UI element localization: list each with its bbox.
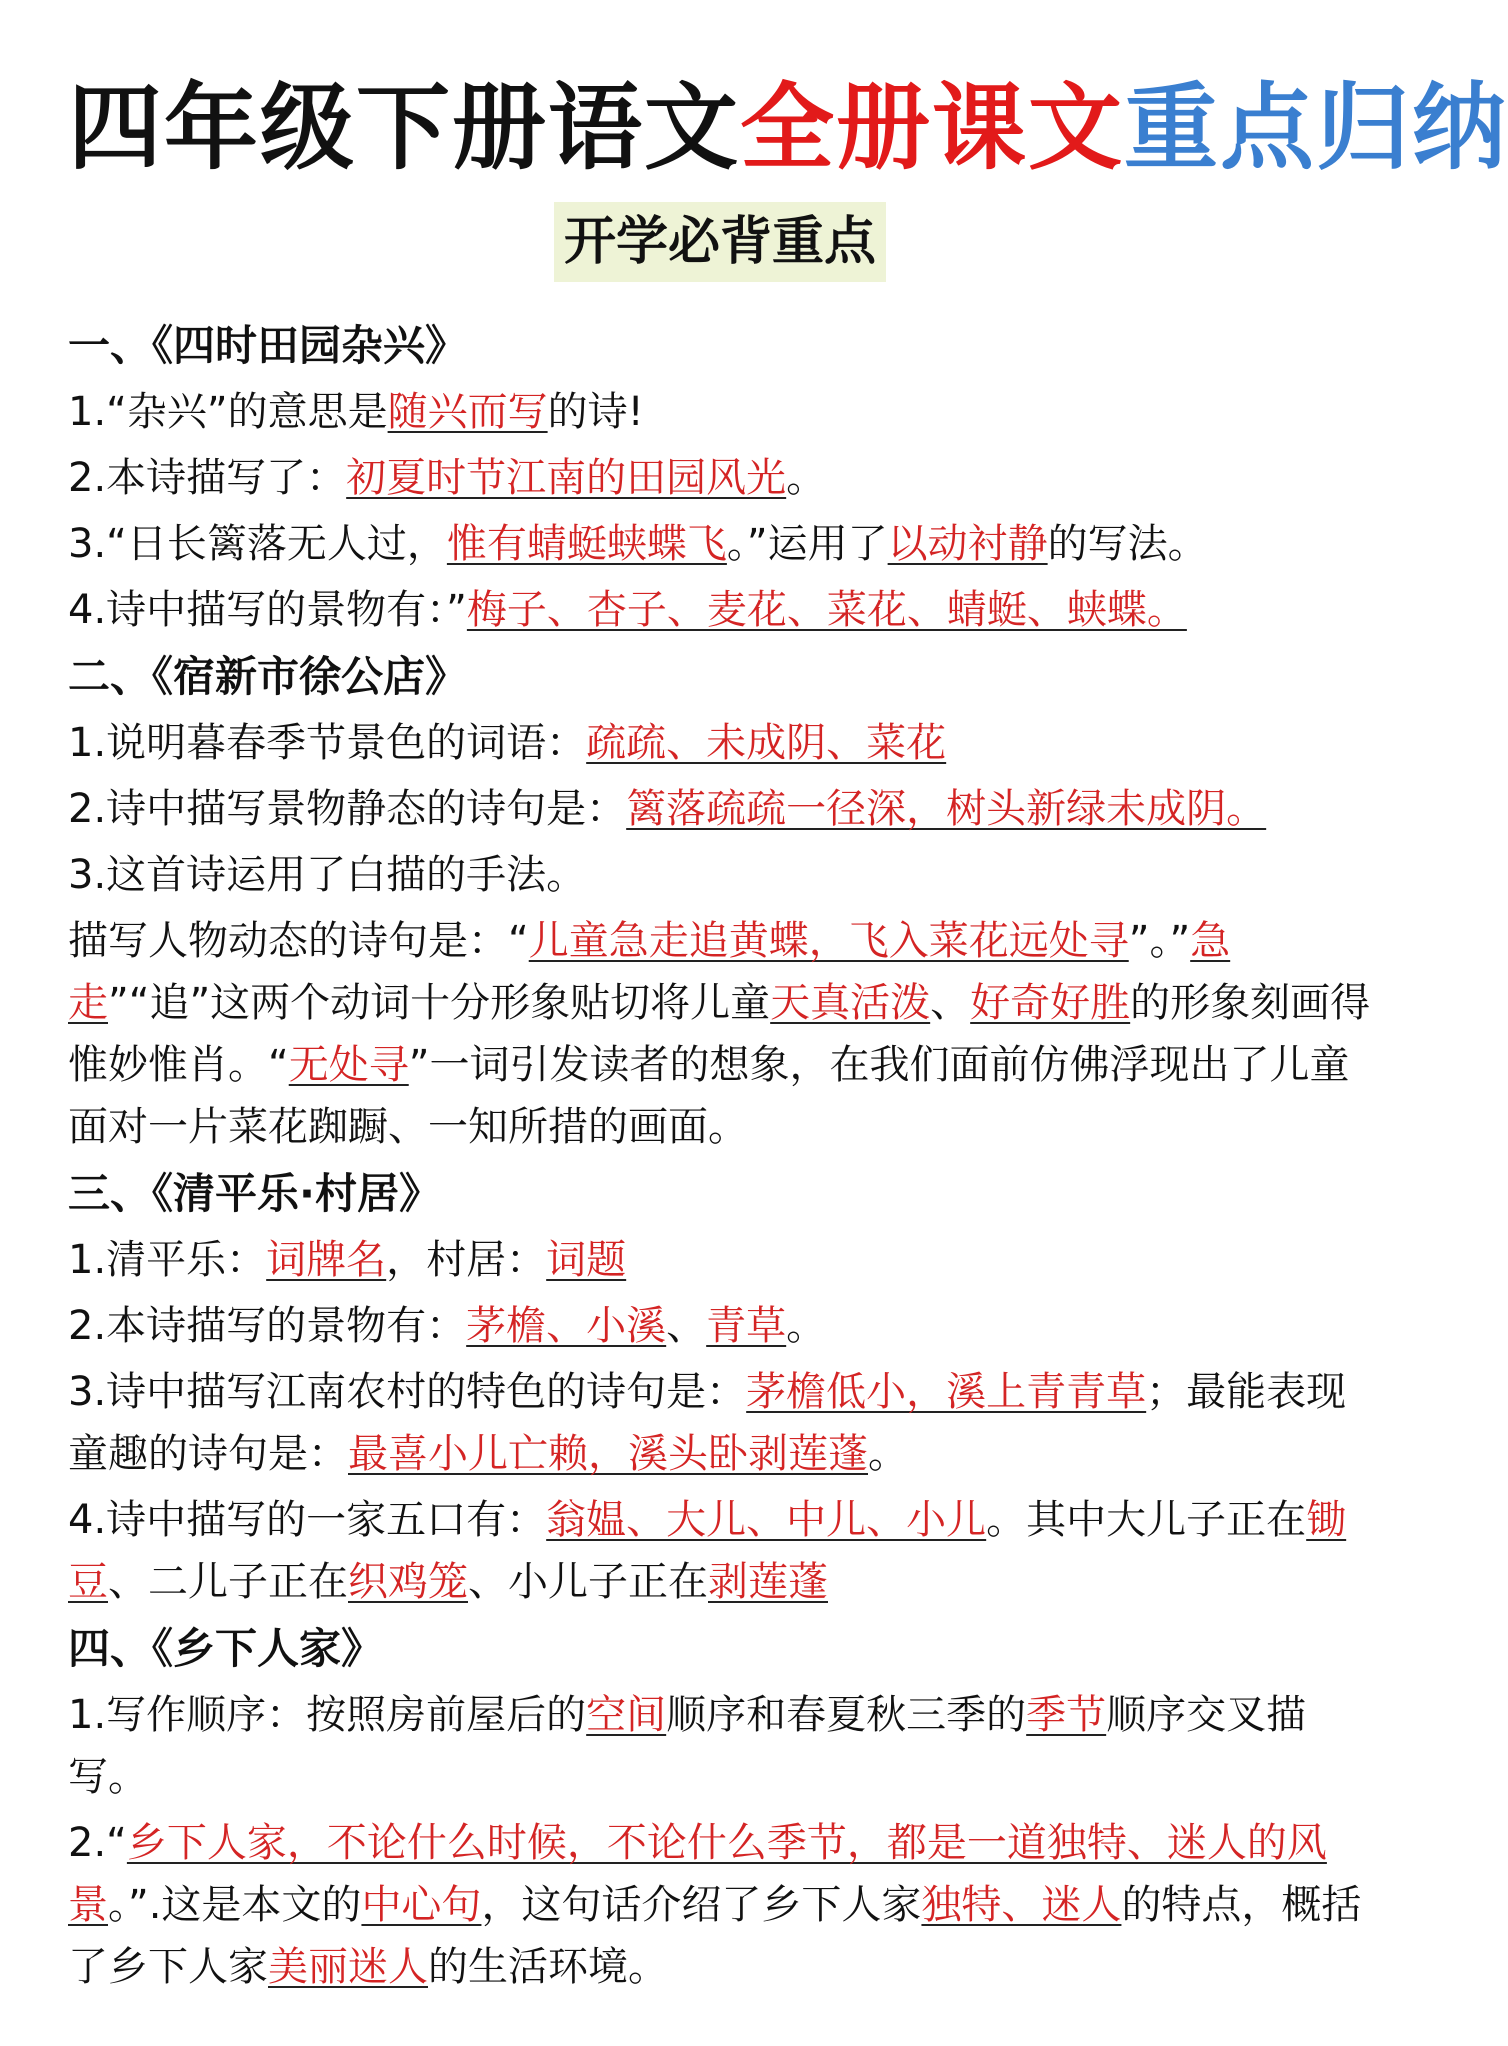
line-text: 。 — [786, 1303, 827, 1349]
highlighted-answer: 惟有蜻蜓蛱蝶飞 — [446, 521, 727, 567]
line-text: 。”运用了 — [726, 521, 888, 567]
section-line — [68, 1293, 1372, 1359]
section-title: 一、《四时田园杂兴》 — [68, 321, 468, 370]
highlighted-answer: 无处寻 — [288, 1042, 409, 1088]
line-text: 4.诗中描写的景物有：” — [68, 587, 467, 633]
line-text: 1.清平乐： — [68, 1237, 267, 1283]
highlighted-answer: 季节 — [1026, 1692, 1107, 1738]
section-line — [68, 776, 1372, 842]
highlighted-answer: 茅檐低小，溪上青青草 — [746, 1369, 1147, 1415]
line-text: 。”.这是本文的 — [108, 1882, 362, 1928]
line-text: 1.写作顺序：按照房前屋后的 — [68, 1692, 587, 1738]
line-text: ，村居： — [386, 1237, 547, 1283]
section-line — [68, 1682, 1372, 1810]
line-text: 的写法。 — [1047, 521, 1208, 567]
section-title: 二、《宿新市徐公店》 — [68, 652, 468, 701]
line-text: 1.“杂兴”的意思是 — [68, 389, 388, 435]
line-text: ”。” — [1128, 918, 1191, 964]
highlighted-answer: 篱落疏疏一径深，树头新绿未成阴。 — [626, 786, 1267, 832]
line-text: 3.“日长篱落无人过， — [68, 521, 447, 567]
title-part-3: 重点归纳 — [1124, 74, 1508, 183]
line-text: 2.诗中描写景物静态的诗句是： — [68, 786, 627, 832]
highlighted-answer: 词牌名 — [266, 1237, 387, 1283]
highlighted-answer: 翁媪、大儿、中儿、小儿 — [546, 1497, 987, 1543]
line-text: 、二儿子正在 — [108, 1559, 348, 1605]
line-text: 、 — [930, 980, 971, 1026]
highlighted-answer: 乡下人家，不论什么时候，不论什么季节，都是一道独特、迷人的风景 — [68, 1820, 1327, 1928]
section-line — [68, 1359, 1372, 1487]
line-text: 的形象刻画得惟妙惟肖。“ — [68, 980, 1371, 1088]
line-text: 3.这首诗运用了白描的手法。 — [68, 852, 587, 898]
line-text: 2.“ — [68, 1820, 127, 1866]
line-text: 顺序和春夏秋三季的 — [666, 1692, 1027, 1738]
highlighted-answer: 青草 — [706, 1303, 787, 1349]
highlighted-answer: 梅子、杏子、麦花、菜花、蜻蜓、蛱蝶。 — [466, 587, 1187, 633]
line-text: ”“追”这两个动词十分形象贴切将儿童 — [108, 980, 771, 1026]
line-text: 2.本诗描写了： — [68, 455, 347, 501]
section-line — [68, 379, 1372, 445]
line-text: 的特点，概括了乡下人家 — [68, 1882, 1362, 1990]
highlighted-answer: 随兴而写 — [387, 389, 548, 435]
line-text: 3.诗中描写江南农村的特色的诗句是： — [68, 1369, 747, 1415]
section-line — [68, 1810, 1372, 2000]
highlighted-answer: 剥莲蓬 — [708, 1559, 828, 1605]
line-text: 。 — [868, 1431, 908, 1477]
line-text: 。其中大儿子正在 — [986, 1497, 1307, 1543]
line-text: 、 — [666, 1303, 707, 1349]
highlighted-answer: 最喜小儿亡赖，溪头卧剥莲蓬 — [348, 1431, 868, 1477]
line-text: 的生活环境。 — [428, 1944, 668, 1990]
section-line — [68, 1227, 1372, 1293]
line-text: 4.诗中描写的一家五口有： — [68, 1497, 547, 1543]
section-line — [68, 710, 1372, 776]
line-text: ，这句话介绍了乡下人家 — [481, 1882, 922, 1928]
line-text: ；最能表现童趣的诗句是： — [68, 1369, 1347, 1477]
line-text: 的诗! — [547, 389, 644, 435]
line-text: 2.本诗描写的景物有： — [68, 1303, 467, 1349]
page-title — [68, 0, 1508, 183]
highlighted-answer: 美丽迷人 — [268, 1944, 428, 1990]
section-line — [68, 577, 1372, 643]
section-line — [68, 511, 1372, 577]
highlighted-answer: 独特、迷人 — [921, 1882, 1122, 1928]
section-title: 四、《乡下人家》 — [68, 1624, 384, 1673]
highlighted-answer: 急走 — [68, 918, 1231, 1026]
line-text: 1.说明暮春季节景色的词语： — [68, 720, 587, 766]
highlighted-answer: 空间 — [586, 1692, 667, 1738]
highlighted-answer: 天真活泼 — [770, 980, 931, 1026]
highlighted-answer: 锄豆 — [68, 1497, 1347, 1605]
line-text: 描写人物动态的诗句是：“ — [68, 918, 529, 964]
line-text: 。 — [786, 455, 827, 501]
highlighted-answer: 中心句 — [361, 1882, 482, 1928]
highlighted-answer: 织鸡笼 — [348, 1559, 468, 1605]
section-title: 三、《清平乐·村居》 — [68, 1169, 441, 1218]
highlighted-answer: 好奇好胜 — [970, 980, 1131, 1026]
highlighted-answer: 以动衬静 — [887, 521, 1048, 567]
line-text: 、小儿子正在 — [468, 1559, 708, 1605]
section-line — [68, 445, 1372, 511]
highlighted-answer: 茅檐、小溪 — [466, 1303, 667, 1349]
subtitle-wrap — [68, 202, 1372, 282]
subtitle: 开学必背重点 — [554, 202, 886, 282]
highlighted-answer: 词题 — [546, 1237, 627, 1283]
highlighted-answer: 儿童急走追黄蝶，飞入菜花远处寻 — [528, 918, 1129, 964]
section-line — [68, 842, 1372, 908]
highlighted-answer: 初夏时节江南的田园风光 — [346, 455, 787, 501]
highlighted-answer: 疏疏、未成阴、菜花 — [586, 720, 947, 766]
line-text: ”一词引发读者的想象，在我们面前仿佛浮现出了儿童面对一片菜花踟蹰、一知所措的画面。 — [68, 1042, 1350, 1150]
section-line — [68, 1487, 1372, 1615]
title-part-2: 全册课文 — [740, 74, 1125, 183]
section-line — [68, 908, 1372, 1160]
content — [68, 312, 1372, 2000]
title-part-1: 四年级下册语文 — [68, 74, 741, 183]
line-text: 顺序交叉描写。 — [68, 1692, 1307, 1800]
